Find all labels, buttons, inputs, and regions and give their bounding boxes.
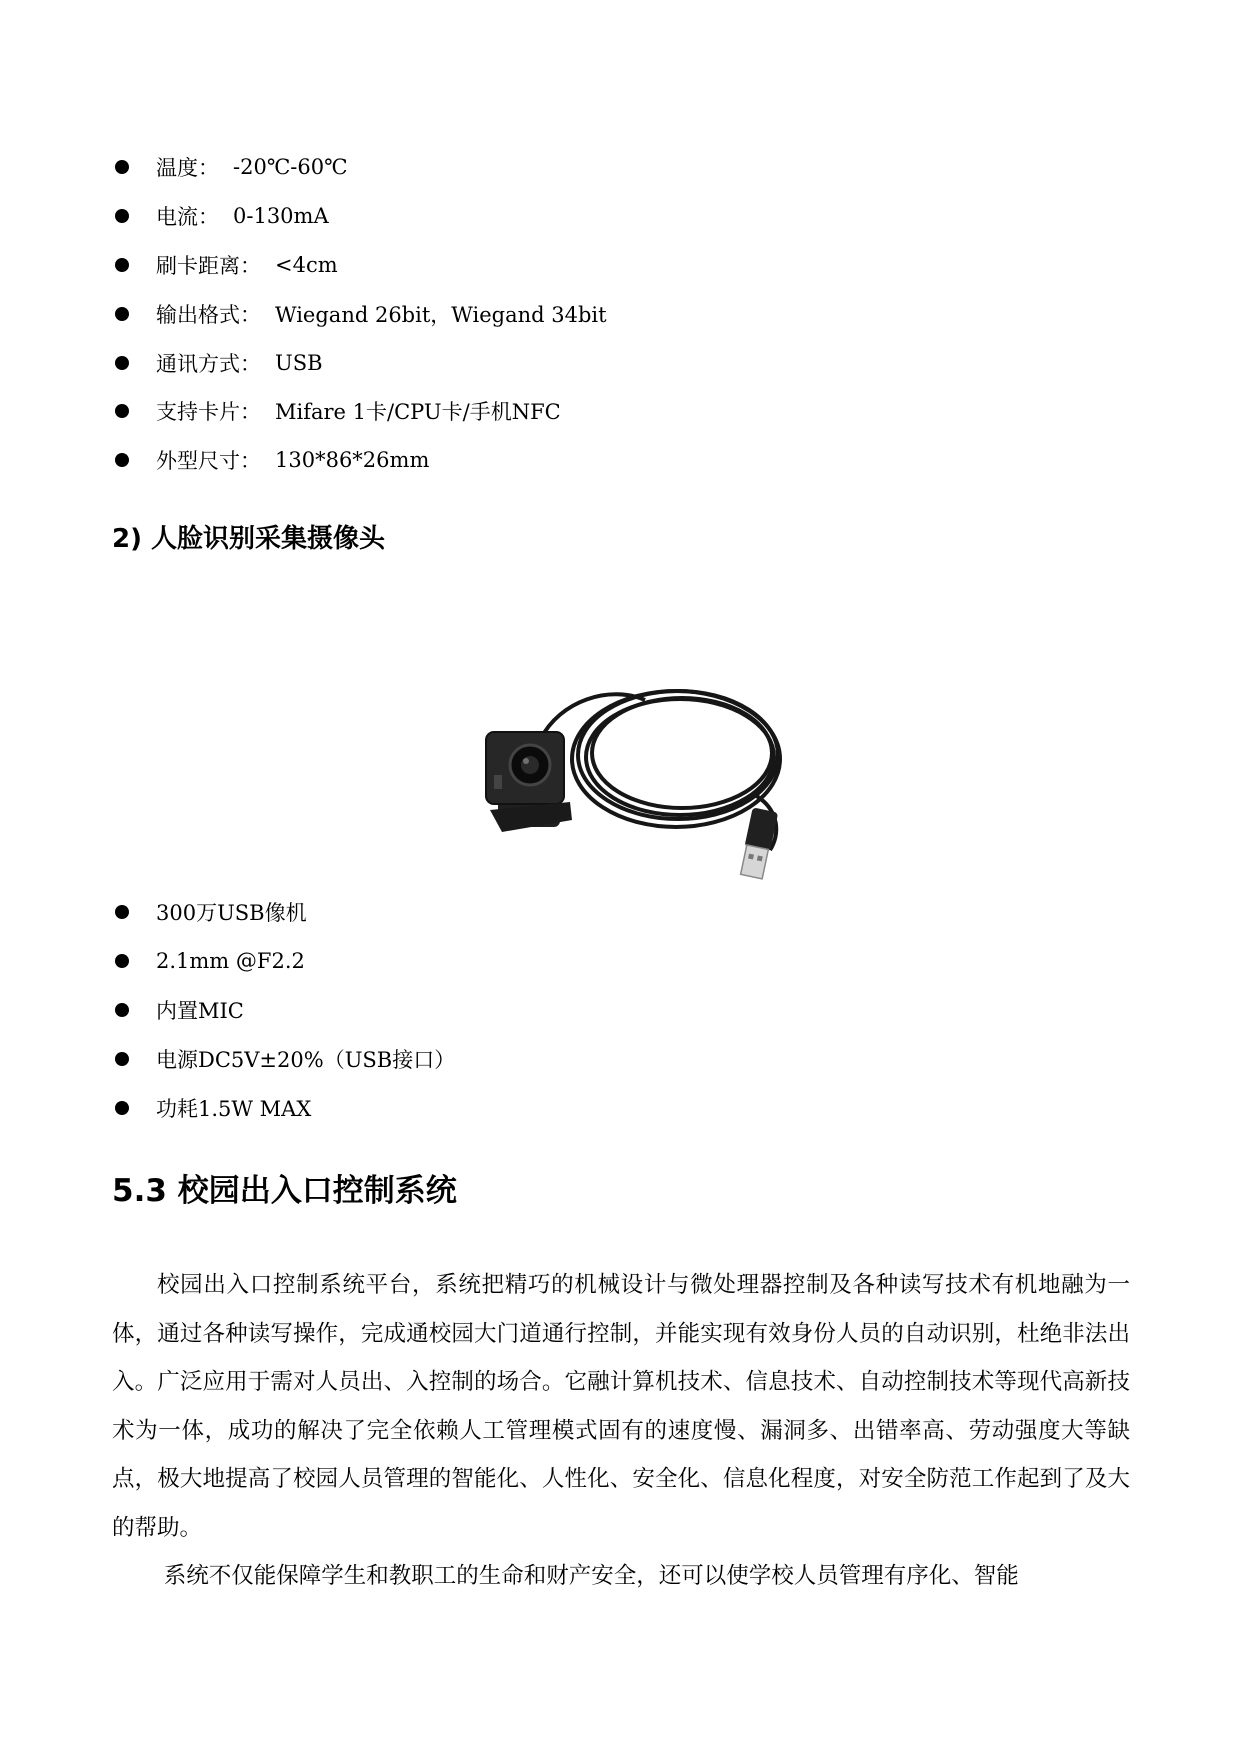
- bullet-icon: [115, 1101, 129, 1115]
- spec-value: <4cm: [275, 252, 338, 277]
- spec-item: [112, 338, 607, 387]
- spec-text: 内置MIC: [156, 998, 244, 1023]
- body-paragraph: 校园出入口控制系统平台，系统把精巧的机械设计与微处理器控制及各种读写技术有机地融为一体，通过各种读写操作，完成通校园大门道通行控制，并能实现有效身份人员的自动识别，杜绝非法出入。广泛应用于需对人员出、入控制的场合。它融计算机技术、信息技术、自动控制技术等现代高新技术为一体，成功的解决了完全依赖人工管理模式固有的速度慢、漏洞多、出错率高、劳动强度大等缺点，极大地提高了校园人员管理的智能化、人性化、安全化、信息化程度，对安全防范工作起到了及大的帮助。: [112, 1272, 1130, 1541]
- bullet-icon: [115, 258, 129, 272]
- spec-label: 外型尺寸：: [156, 449, 261, 474]
- camera-section-heading: 2) 人脸识别采集摄像头: [112, 524, 386, 554]
- spec-value: USB: [275, 350, 323, 375]
- bullet-icon: [115, 356, 129, 370]
- spec-value: -20℃-60℃: [233, 155, 348, 180]
- spec-value: Mifare 1卡/CPU卡/手机NFC: [275, 400, 561, 425]
- bullet-icon: [115, 453, 129, 467]
- bullet-icon: [115, 1003, 129, 1017]
- body-paragraph: 系统不仅能保障学生和教职工的生命和财产安全，还可以使学校人员管理有序化、智能: [163, 1563, 1019, 1589]
- card-reader-spec-list: [112, 143, 607, 485]
- spec-item: [112, 387, 607, 436]
- spec-text: 电源DC5V±20%（USB接口）: [156, 1047, 456, 1072]
- access-control-section-heading: 5.3 校园出入口控制系统: [112, 1173, 457, 1209]
- spec-item: [112, 937, 455, 986]
- spec-label: 电流：: [156, 205, 219, 230]
- bullet-icon: [115, 905, 129, 919]
- spec-item: [112, 143, 607, 192]
- spec-value: 0-130mA: [233, 204, 329, 229]
- spec-item: [112, 1083, 455, 1132]
- camera-spec-list: [112, 888, 455, 1132]
- spec-item: [112, 986, 455, 1035]
- bullet-icon: [115, 209, 129, 223]
- spec-item: [112, 436, 607, 485]
- spec-value: 130*86*26mm: [275, 448, 430, 473]
- spec-item: [112, 241, 607, 290]
- bullet-icon: [115, 404, 129, 418]
- spec-item: [112, 289, 607, 338]
- spec-label: 支持卡片：: [156, 400, 261, 425]
- spec-item: [112, 1034, 455, 1083]
- usb-camera-photo: [480, 660, 820, 880]
- bullet-icon: [115, 1052, 129, 1066]
- spec-text: 2.1mm @F2.2: [156, 949, 305, 974]
- spec-item: [112, 192, 607, 241]
- spec-text: 功耗1.5W MAX: [156, 1096, 312, 1121]
- spec-label: 通讯方式：: [156, 351, 261, 376]
- spec-value: Wiegand 26bit，Wiegand 34bit: [275, 302, 607, 327]
- spec-text: 300万USB像机: [156, 901, 307, 926]
- spec-label: 刷卡距离：: [156, 253, 261, 278]
- spec-label: 温度：: [156, 156, 219, 181]
- bullet-icon: [115, 307, 129, 321]
- spec-label: 输出格式：: [156, 302, 261, 327]
- bullet-icon: [115, 954, 129, 968]
- spec-item: [112, 888, 455, 937]
- bullet-icon: [115, 160, 129, 174]
